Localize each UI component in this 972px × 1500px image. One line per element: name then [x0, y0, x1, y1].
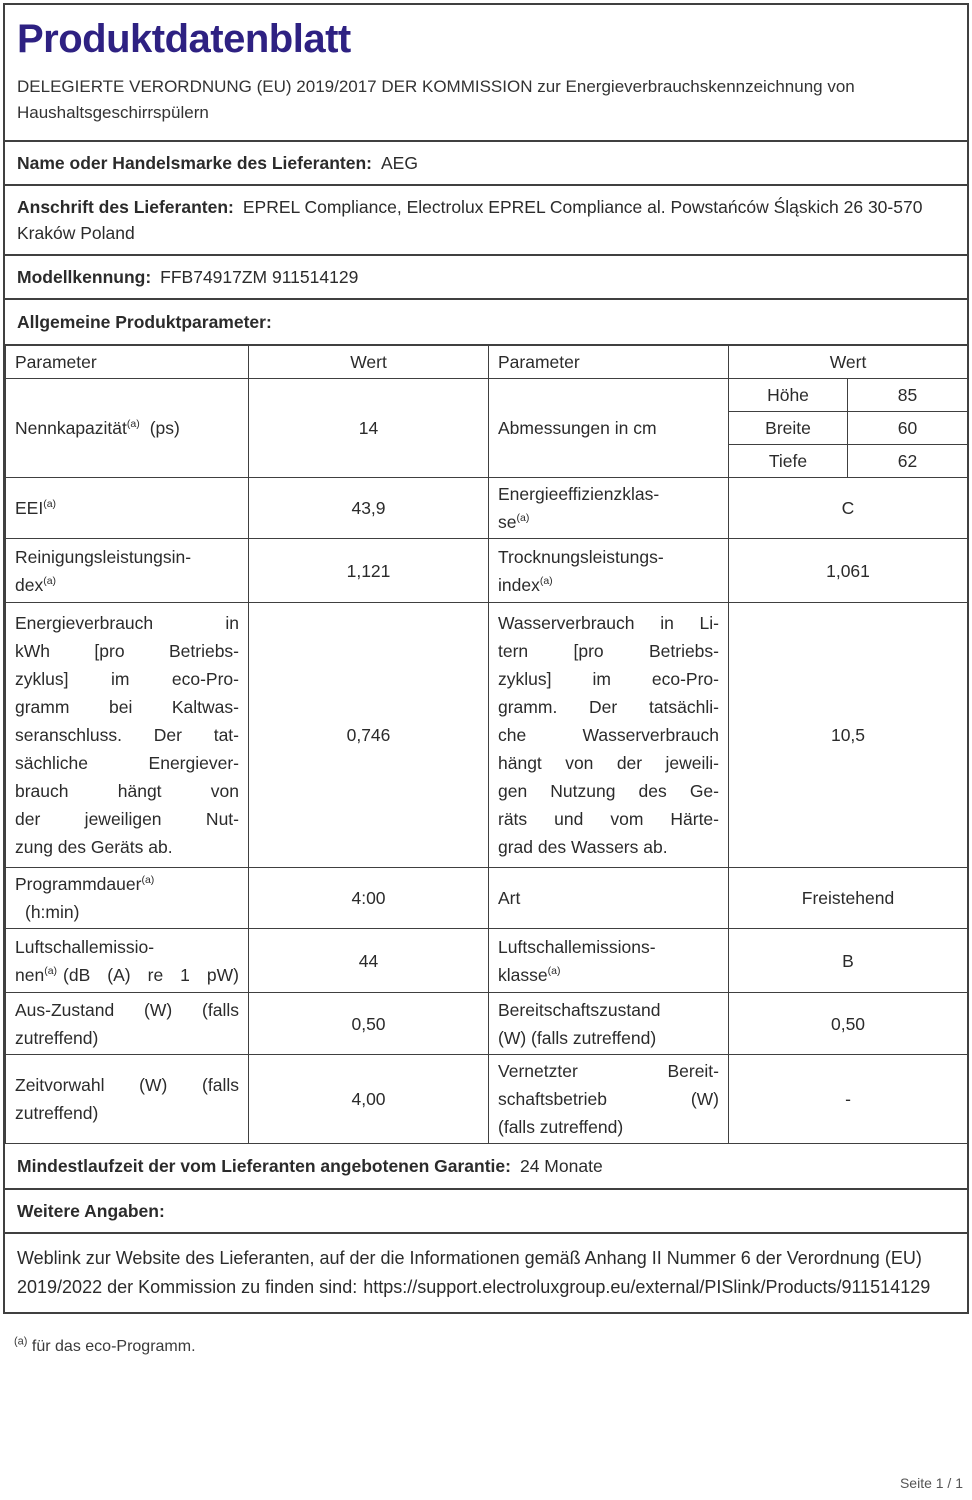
general-parameters-heading [5, 298, 967, 344]
param-text: EEI [15, 498, 44, 518]
param-luftschallemissionen [6, 929, 249, 993]
dim-value-hoehe: 85 [848, 379, 968, 412]
general-parameters-label: Allgemeine Produktparameter: [17, 312, 272, 332]
param-text-line: sächliche Energiever- [15, 753, 239, 773]
param-text-line: Bereitschaftszustand [498, 999, 661, 1020]
param-abmessungen: Abmessungen in cm [489, 379, 729, 478]
value-nennkapazitaet: 14 [249, 379, 489, 478]
value-bereitschaftszustand: 0,50 [729, 993, 968, 1055]
param-text-line: zyklus] im eco-Pro- [498, 669, 719, 689]
value-luftschallemissionsklasse: B [729, 929, 968, 993]
param-text-line: Zeitvorwahl (W) (falls [15, 1075, 239, 1095]
garantie-label: Mindestlaufzeit der vom Lieferanten angebotenen Garantie: [17, 1156, 511, 1176]
value-trocknungsleistungsindex: 1,061 [729, 539, 968, 603]
param-text-line: Vernetzter Bereit- [498, 1061, 719, 1081]
param-text-line: zyklus] im eco-Pro- [15, 669, 239, 689]
col-header-parameter-2: Parameter [489, 345, 729, 379]
garantie-value: 24 Monate [519, 1156, 603, 1176]
row-nennkapazitaet [6, 379, 968, 412]
param-text-line: Energieverbrauch in [15, 613, 239, 633]
weblink-row [5, 1232, 967, 1312]
value-energieverbrauch: 0,746 [249, 603, 489, 868]
param-text-line: seranschluss. Der tat- [15, 725, 239, 745]
col-header-parameter-1: Parameter [6, 345, 249, 379]
param-text-line: Aus-Zustand (W) (falls [15, 999, 239, 1020]
supplier-address-value: EPREL Compliance, Electrolux EPREL Compliance al. Powstańców Śląskich 26 30-570 Kraków Poland [17, 197, 923, 243]
row-zeitvorwahl [6, 1055, 968, 1144]
param-text-line: Energieeffizienzklas- [498, 484, 660, 504]
param-text-line: index$^{(a)}$ [498, 574, 553, 595]
param-text-line: klasse$^{(a)}$ [498, 964, 561, 985]
param-text-line: brauch hängt von [15, 781, 239, 801]
param-text-line: Wasserverbrauch in Li- [498, 613, 719, 633]
param-text-line: Programmdauer$^{(a)}$ [15, 874, 155, 894]
param-luftschallemissionsklasse [489, 929, 729, 993]
dim-label-tiefe: Tiefe [729, 445, 848, 478]
param-text-line: (W) (falls zutreffend) [498, 1027, 657, 1048]
footnote-marker: (a) [126, 418, 140, 431]
garantie-row [5, 1144, 967, 1188]
footnote-marker: (a) [539, 574, 553, 587]
product-parameters-table [5, 344, 968, 1144]
param-wasserverbrauch [489, 603, 729, 868]
param-text-line: nen$^{(a)}$ (dB (A) re 1 pW) [15, 964, 239, 985]
param-text-line: Luftschallemissio- [15, 936, 155, 957]
param-text-line: gen Nutzung des Ge- [498, 781, 719, 801]
page-number: Seite 1 / 1 [899, 1475, 963, 1491]
value-vernetzter-bereitschaftsbetrieb: - [729, 1055, 968, 1144]
value-aus-zustand: 0,50 [249, 993, 489, 1055]
value-luftschallemissionen: 44 [249, 929, 489, 993]
row-eei [6, 478, 968, 539]
param-trocknungsleistungsindex [489, 539, 729, 603]
param-nennkapazitaet [6, 379, 249, 478]
supplier-address-row [5, 184, 967, 254]
param-eei [6, 478, 249, 539]
weitere-angaben-label: Weitere Angaben: [17, 1201, 165, 1221]
param-unit: (ps) [149, 418, 180, 438]
supplier-name-label: Name oder Handelsmarke des Lieferanten: [17, 153, 372, 173]
param-text-line: Luftschallemissions- [498, 936, 656, 957]
col-header-wert-1: Wert [249, 345, 489, 379]
title-block [5, 5, 967, 140]
param-text-line: räts und vom Härte- [498, 809, 719, 829]
param-energieverbrauch [6, 603, 249, 868]
param-bereitschaftszustand [489, 993, 729, 1055]
param-text-line: schaftsbetrieb (W) [498, 1089, 719, 1109]
footnote-marker: (a) [516, 512, 530, 525]
value-energieeffizienzklasse: C [729, 478, 968, 539]
param-text: Nennkapazität [15, 418, 127, 438]
supplier-name-row [5, 140, 967, 184]
param-text-line: tern [pro Betriebs- [498, 641, 719, 661]
param-zeitvorwahl [6, 1055, 249, 1144]
row-luftschallemissionen [6, 929, 968, 993]
weblink-text: Weblink zur Website des Lieferanten, auf der die Informationen gemäß Anhang II Nummer 6 der Verordnung (EU) 2019/2022 der Kommission zu finden sind: [17, 1248, 922, 1297]
param-aus-zustand [6, 993, 249, 1055]
footnote-text: für das eco-Programm. [31, 1338, 196, 1355]
footnote-marker: (a) [141, 874, 155, 887]
supplier-address-label: Anschrift des Lieferanten: [17, 197, 234, 217]
model-id-label: Modellkennung: [17, 267, 152, 287]
value-programmdauer: 4:00 [249, 868, 489, 929]
dim-label-hoehe: Höhe [729, 379, 848, 412]
param-text-line: dex$^{(a)}$ [15, 574, 57, 595]
param-vernetzter-bereitschaftsbetrieb [489, 1055, 729, 1144]
param-text-line: der jeweiligen Nut- [15, 809, 239, 829]
param-art: Art [489, 868, 729, 929]
param-text-line: (h:min) [25, 902, 80, 922]
param-text-line: (falls zutreffend) [498, 1117, 624, 1137]
param-programmdauer [6, 868, 249, 929]
row-programmdauer-art [6, 868, 968, 929]
row-energieverbrauch-wasserverbrauch [6, 603, 968, 868]
param-text-line: $se^{(a)}$ [498, 512, 530, 532]
param-text-line: zung des Geräts ab. [15, 837, 173, 857]
model-id-value: FFB74917ZM 911514129 [160, 267, 359, 287]
footnote-marker: (a) [44, 964, 58, 977]
param-text-line: gramm bei Kaltwas- [15, 697, 239, 717]
param-text-line: Reinigungsleistungsin- [15, 546, 192, 567]
col-header-wert-2: Wert [729, 345, 968, 379]
table-header-row [6, 345, 968, 379]
row-reinigungsleistungsindex [6, 539, 968, 603]
weblink-url[interactable]: https://support.electroluxgroup.eu/external/PISlink/Products/911514129 [363, 1277, 931, 1297]
param-text-line: zutreffend) [15, 1103, 99, 1123]
model-id-row [5, 254, 967, 298]
param-text-line: kWh [pro Betriebs- [15, 641, 239, 661]
value-zeitvorwahl: 4,00 [249, 1055, 489, 1144]
footnote-marker: (a) [43, 498, 57, 511]
param-text-line: zutreffend) [15, 1027, 99, 1048]
weitere-angaben-row [5, 1188, 967, 1232]
param-energieeffizienzklasse [489, 478, 729, 539]
page-title: Produktdatenblatt [17, 17, 351, 61]
dim-label-breite: Breite [729, 412, 848, 445]
footnote-marker: (a) [43, 574, 57, 587]
value-eei: 43,9 [249, 478, 489, 539]
row-aus-zustand [6, 993, 968, 1055]
param-text-line: che Wasserverbrauch [498, 725, 719, 745]
footnote-marker: (a) [547, 964, 561, 977]
dim-value-tiefe: 62 [848, 445, 968, 478]
document-subtitle: DELEGIERTE VERORDNUNG (EU) 2019/2017 DER KOMMISSION zur Energieverbrauchskennzeichnung von Haushaltsgeschirrspülern [17, 77, 855, 122]
value-reinigungsleistungsindex: 1,121 [249, 539, 489, 603]
param-text-line: gramm. Der tatsächli- [498, 697, 719, 717]
value-wasserverbrauch: 10,5 [729, 603, 968, 868]
param-text-line: grad des Wassers ab. [498, 837, 668, 857]
footnote [14, 1335, 196, 1356]
document-frame [3, 3, 969, 1314]
param-text-line: hängt von der jeweili- [498, 753, 719, 773]
footnote-marker: (a) [14, 1335, 28, 1348]
supplier-name-value: AEG [381, 153, 418, 173]
dim-value-breite: 60 [848, 412, 968, 445]
param-text-line: Trocknungsleistungs- [498, 546, 664, 567]
param-reinigungsleistungsindex [6, 539, 249, 603]
value-art: Freistehend [729, 868, 968, 929]
